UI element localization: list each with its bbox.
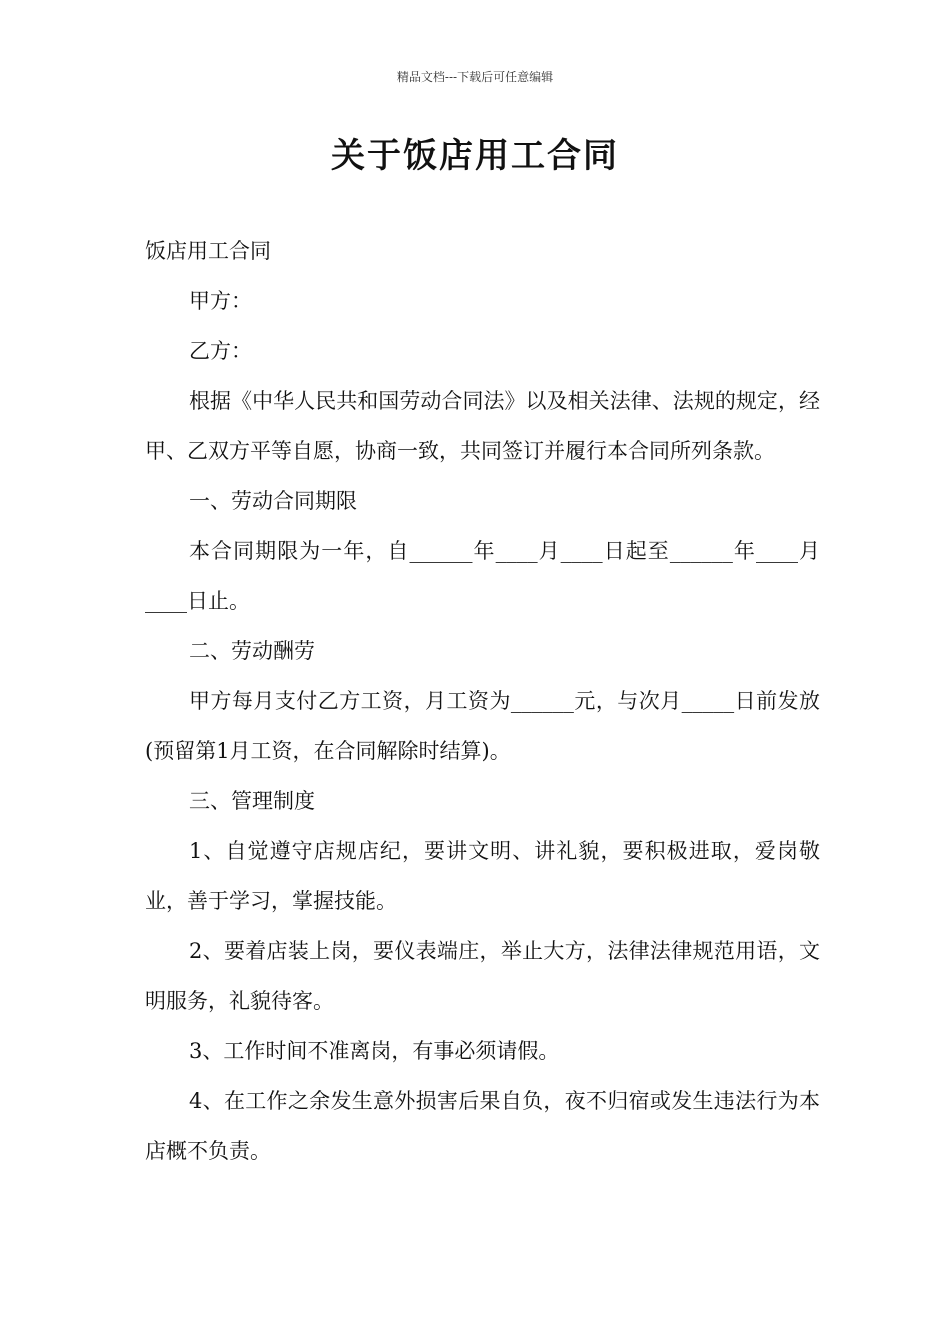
pay-paragraph: 甲方每月支付乙方工资，月工资为______元，与次月_____日前发放(预留第1月工资，在合同解除时结算)。	[145, 689, 820, 763]
preamble-paragraph: 根据《中华人民共和国劳动合同法》以及相关法律、法规的规定，经甲、乙双方平等自愿，协商一致，共同签订并履行本合同所列条款。	[145, 389, 820, 463]
document-title: 关于饭店用工合同	[331, 136, 619, 176]
rule-item-1: 1、自觉遵守店规店纪，要讲文明、讲礼貌，要积极进取，爱岗敬业，善于学习，掌握技能。	[145, 839, 820, 913]
section-heading-pay: 二、劳动酬劳	[189, 639, 315, 663]
section-heading-term: 一、劳动合同期限	[189, 489, 357, 513]
header-note: 精品文档---下载后可任意编辑	[396, 70, 554, 84]
term-paragraph: 本合同期限为一年，自______年____月____日起至______年____月____日止。	[145, 539, 820, 613]
section-heading-rules: 三、管理制度	[189, 789, 315, 813]
party-a-line: 甲方：	[189, 289, 252, 313]
rule-item-4: 4、在工作之余发生意外损害后果自负，夜不归宿或发生违法行为本店概不负责。	[145, 1089, 820, 1163]
rule-item-3: 3、工作时间不准离岗，有事必须请假。	[189, 1039, 560, 1063]
contract-subtitle: 饭店用工合同	[145, 239, 271, 263]
contract-body	[145, 226, 820, 1176]
party-b-line: 乙方：	[189, 339, 252, 363]
rule-item-2: 2、要着店装上岗，要仪表端庄，举止大方，法律法律规范用语，文明服务，礼貌待客。	[145, 939, 820, 1013]
